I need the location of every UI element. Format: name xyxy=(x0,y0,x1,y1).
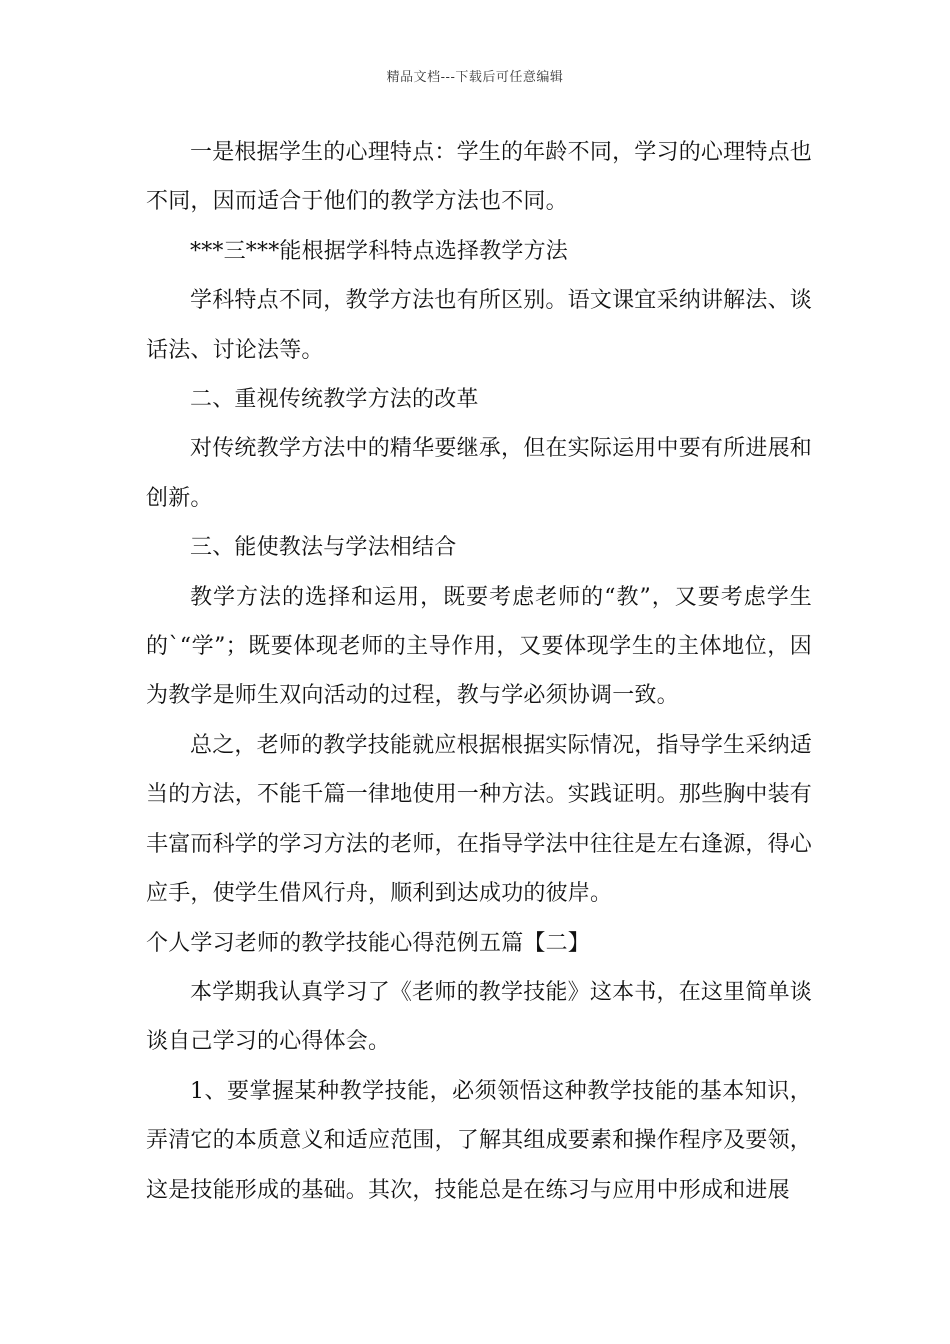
section-subtitle: 三、能使教法与学法相结合 xyxy=(190,535,457,561)
paragraph: 本学期我认真学习了《老师的教学技能》这本书，在这里简单谈谈自己学习的心得体会。 xyxy=(146,979,812,1055)
document-body xyxy=(146,128,812,1215)
paragraph: 对传统教学方法中的精华要继承，但在实际运用中要有所进展和创新。 xyxy=(146,436,812,511)
paragraph: 一是根据学生的心理特点：学生的年龄不同，学习的心理特点也不同，因而适合于他们的教学方法也不同。 xyxy=(146,140,812,215)
section-subtitle: 二、重视传统教学方法的改革 xyxy=(190,387,479,413)
section-subtitle: ***三***能根据学科特点选择教学方法 xyxy=(190,238,569,264)
article-heading: 个人学习老师的教学技能心得范例五篇【二】 xyxy=(146,930,591,956)
paragraph: 1、要掌握某种教学技能，必须领悟这种教学技能的基本知识，弄清它的本质意义和适应范围，了解其组成要素和操作程序及要领，这是技能形成的基础。其次，技能总是在练习与应用中形成和进展 xyxy=(146,1078,813,1203)
page-header: 精品文档---下载后可任意编辑 xyxy=(386,70,564,85)
paragraph: 教学方法的选择和运用，既要考虑老师的“教”，又要考虑学生的`“学”；既要体现老师的主导作用，又要体现学生的主体地位，因为教学是师生双向活动的过程，教与学必须协调一致。 xyxy=(146,584,812,709)
paragraph: 学科特点不同，教学方法也有所区别。语文课宜采纳讲解法、谈话法、讨论法等。 xyxy=(146,288,812,363)
paragraph: 总之，老师的教学技能就应根据根据实际情况，指导学生采纳适当的方法，不能千篇一律地使用一种方法。实践证明。那些胸中装有丰富而科学的学习方法的老师，在指导学法中往往是左右逢源，得心应手，使学生借风行舟，顺利到达成功的彼岸。 xyxy=(146,732,813,907)
